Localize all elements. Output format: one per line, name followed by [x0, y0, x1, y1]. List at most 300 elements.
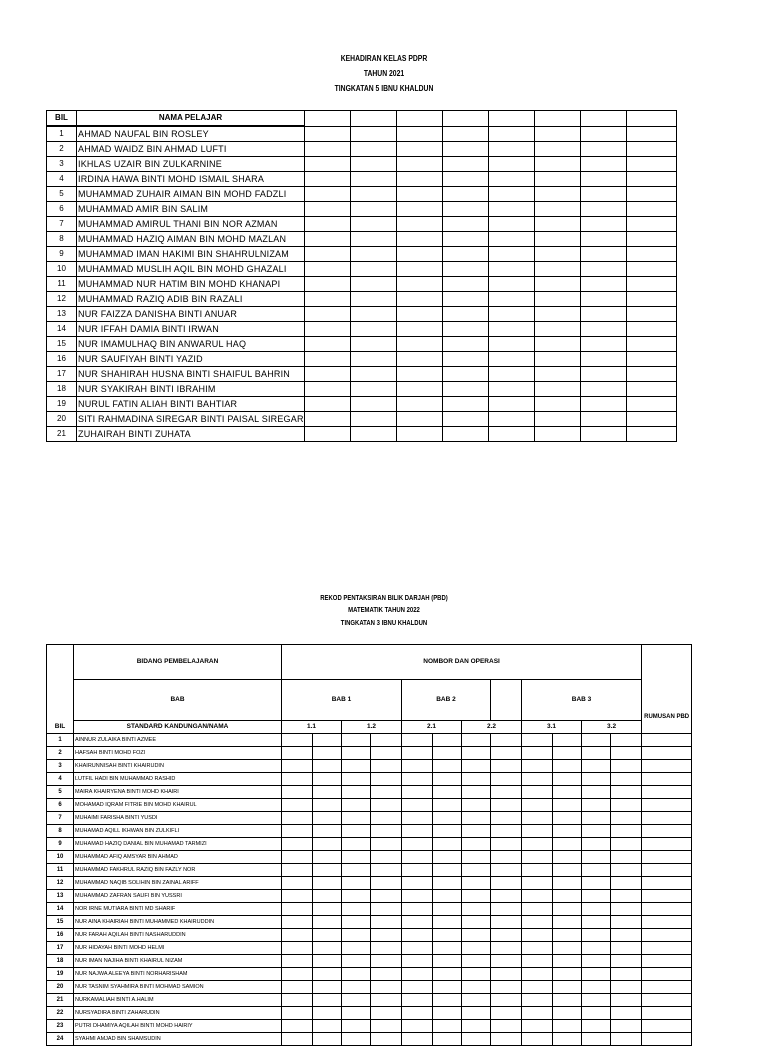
score-cell[interactable]	[371, 799, 402, 812]
score-cell[interactable]	[433, 916, 462, 929]
rumusan-cell[interactable]	[642, 968, 692, 981]
attendance-cell[interactable]	[443, 142, 489, 157]
attendance-cell[interactable]	[489, 157, 535, 172]
score-cell[interactable]	[342, 838, 371, 851]
attendance-cell[interactable]	[581, 187, 627, 202]
score-cell[interactable]	[491, 1020, 522, 1033]
score-cell[interactable]	[462, 942, 491, 955]
attendance-cell[interactable]	[397, 262, 443, 277]
date-cell[interactable]	[489, 111, 535, 127]
score-cell[interactable]	[491, 734, 522, 747]
rumusan-cell[interactable]	[642, 864, 692, 877]
score-cell[interactable]	[611, 773, 642, 786]
score-cell[interactable]	[553, 851, 582, 864]
score-cell[interactable]	[313, 981, 342, 994]
attendance-cell[interactable]	[443, 352, 489, 367]
attendance-cell[interactable]	[351, 172, 397, 187]
score-cell[interactable]	[402, 955, 433, 968]
score-cell[interactable]	[462, 864, 491, 877]
score-cell[interactable]	[313, 747, 342, 760]
attendance-cell[interactable]	[581, 157, 627, 172]
rumusan-cell[interactable]	[642, 760, 692, 773]
score-cell[interactable]	[553, 968, 582, 981]
attendance-cell[interactable]	[397, 232, 443, 247]
score-cell[interactable]	[342, 1020, 371, 1033]
score-cell[interactable]	[282, 799, 313, 812]
attendance-cell[interactable]	[581, 277, 627, 292]
score-cell[interactable]	[522, 747, 553, 760]
score-cell[interactable]	[402, 773, 433, 786]
score-cell[interactable]	[522, 890, 553, 903]
attendance-cell[interactable]	[443, 217, 489, 232]
score-cell[interactable]	[342, 942, 371, 955]
attendance-cell[interactable]	[443, 292, 489, 307]
attendance-cell[interactable]	[397, 307, 443, 322]
attendance-cell[interactable]	[305, 187, 351, 202]
date-cell[interactable]	[535, 111, 581, 127]
score-cell[interactable]	[402, 1007, 433, 1020]
score-cell[interactable]	[313, 890, 342, 903]
score-cell[interactable]	[553, 799, 582, 812]
rumusan-cell[interactable]	[642, 890, 692, 903]
score-cell[interactable]	[282, 1007, 313, 1020]
attendance-cell[interactable]	[627, 247, 677, 262]
attendance-cell[interactable]	[351, 217, 397, 232]
score-cell[interactable]	[371, 877, 402, 890]
score-cell[interactable]	[313, 877, 342, 890]
score-cell[interactable]	[402, 903, 433, 916]
score-cell[interactable]	[491, 1007, 522, 1020]
score-cell[interactable]	[553, 786, 582, 799]
score-cell[interactable]	[462, 786, 491, 799]
score-cell[interactable]	[553, 955, 582, 968]
attendance-cell[interactable]	[305, 217, 351, 232]
score-cell[interactable]	[553, 747, 582, 760]
attendance-cell[interactable]	[351, 382, 397, 397]
score-cell[interactable]	[433, 929, 462, 942]
score-cell[interactable]	[491, 773, 522, 786]
score-cell[interactable]	[282, 877, 313, 890]
score-cell[interactable]	[462, 877, 491, 890]
score-cell[interactable]	[491, 864, 522, 877]
score-cell[interactable]	[282, 734, 313, 747]
attendance-cell[interactable]	[305, 172, 351, 187]
attendance-cell[interactable]	[627, 142, 677, 157]
score-cell[interactable]	[491, 903, 522, 916]
attendance-cell[interactable]	[627, 157, 677, 172]
score-cell[interactable]	[371, 955, 402, 968]
score-cell[interactable]	[342, 981, 371, 994]
score-cell[interactable]	[371, 825, 402, 838]
score-cell[interactable]	[553, 1007, 582, 1020]
score-cell[interactable]	[402, 968, 433, 981]
attendance-cell[interactable]	[397, 157, 443, 172]
score-cell[interactable]	[342, 903, 371, 916]
score-cell[interactable]	[282, 747, 313, 760]
score-cell[interactable]	[313, 851, 342, 864]
score-cell[interactable]	[433, 812, 462, 825]
score-cell[interactable]	[371, 994, 402, 1007]
score-cell[interactable]	[371, 760, 402, 773]
attendance-cell[interactable]	[397, 292, 443, 307]
score-cell[interactable]	[462, 903, 491, 916]
score-cell[interactable]	[582, 916, 611, 929]
attendance-cell[interactable]	[489, 397, 535, 412]
score-cell[interactable]	[611, 760, 642, 773]
score-cell[interactable]	[553, 994, 582, 1007]
attendance-cell[interactable]	[305, 126, 351, 142]
score-cell[interactable]	[491, 812, 522, 825]
score-cell[interactable]	[522, 916, 553, 929]
score-cell[interactable]	[433, 760, 462, 773]
attendance-cell[interactable]	[443, 412, 489, 427]
score-cell[interactable]	[371, 812, 402, 825]
attendance-cell[interactable]	[489, 217, 535, 232]
score-cell[interactable]	[402, 877, 433, 890]
attendance-cell[interactable]	[627, 337, 677, 352]
attendance-cell[interactable]	[489, 126, 535, 142]
attendance-cell[interactable]	[351, 126, 397, 142]
attendance-cell[interactable]	[351, 427, 397, 442]
score-cell[interactable]	[553, 981, 582, 994]
attendance-cell[interactable]	[627, 277, 677, 292]
score-cell[interactable]	[342, 747, 371, 760]
attendance-cell[interactable]	[535, 412, 581, 427]
score-cell[interactable]	[402, 929, 433, 942]
attendance-cell[interactable]	[397, 202, 443, 217]
score-cell[interactable]	[491, 825, 522, 838]
attendance-cell[interactable]	[305, 367, 351, 382]
score-cell[interactable]	[611, 864, 642, 877]
attendance-cell[interactable]	[489, 172, 535, 187]
rumusan-cell[interactable]	[642, 994, 692, 1007]
attendance-cell[interactable]	[581, 337, 627, 352]
score-cell[interactable]	[522, 812, 553, 825]
attendance-cell[interactable]	[397, 187, 443, 202]
attendance-cell[interactable]	[489, 187, 535, 202]
score-cell[interactable]	[611, 838, 642, 851]
score-cell[interactable]	[402, 825, 433, 838]
score-cell[interactable]	[402, 760, 433, 773]
rumusan-cell[interactable]	[642, 851, 692, 864]
score-cell[interactable]	[582, 786, 611, 799]
date-cell[interactable]	[397, 111, 443, 127]
score-cell[interactable]	[313, 968, 342, 981]
attendance-cell[interactable]	[489, 382, 535, 397]
score-cell[interactable]	[611, 942, 642, 955]
score-cell[interactable]	[582, 877, 611, 890]
attendance-cell[interactable]	[581, 427, 627, 442]
rumusan-cell[interactable]	[642, 838, 692, 851]
score-cell[interactable]	[582, 838, 611, 851]
attendance-cell[interactable]	[305, 277, 351, 292]
score-cell[interactable]	[553, 734, 582, 747]
attendance-cell[interactable]	[443, 367, 489, 382]
score-cell[interactable]	[491, 916, 522, 929]
score-cell[interactable]	[611, 825, 642, 838]
rumusan-cell[interactable]	[642, 825, 692, 838]
score-cell[interactable]	[433, 942, 462, 955]
score-cell[interactable]	[582, 1020, 611, 1033]
attendance-cell[interactable]	[397, 126, 443, 142]
score-cell[interactable]	[553, 877, 582, 890]
attendance-cell[interactable]	[581, 247, 627, 262]
attendance-cell[interactable]	[489, 307, 535, 322]
rumusan-cell[interactable]	[642, 942, 692, 955]
score-cell[interactable]	[611, 1007, 642, 1020]
attendance-cell[interactable]	[535, 157, 581, 172]
score-cell[interactable]	[402, 799, 433, 812]
score-cell[interactable]	[522, 955, 553, 968]
score-cell[interactable]	[491, 838, 522, 851]
attendance-cell[interactable]	[535, 232, 581, 247]
score-cell[interactable]	[462, 851, 491, 864]
score-cell[interactable]	[433, 773, 462, 786]
attendance-cell[interactable]	[627, 412, 677, 427]
rumusan-cell[interactable]	[642, 1033, 692, 1046]
rumusan-cell[interactable]	[642, 981, 692, 994]
score-cell[interactable]	[342, 812, 371, 825]
score-cell[interactable]	[371, 747, 402, 760]
score-cell[interactable]	[282, 942, 313, 955]
score-cell[interactable]	[371, 773, 402, 786]
score-cell[interactable]	[313, 929, 342, 942]
score-cell[interactable]	[313, 799, 342, 812]
score-cell[interactable]	[611, 955, 642, 968]
score-cell[interactable]	[313, 1007, 342, 1020]
score-cell[interactable]	[522, 942, 553, 955]
score-cell[interactable]	[491, 929, 522, 942]
attendance-cell[interactable]	[489, 337, 535, 352]
attendance-cell[interactable]	[351, 412, 397, 427]
score-cell[interactable]	[522, 1033, 553, 1046]
attendance-cell[interactable]	[535, 202, 581, 217]
score-cell[interactable]	[611, 734, 642, 747]
score-cell[interactable]	[402, 1033, 433, 1046]
attendance-cell[interactable]	[581, 367, 627, 382]
score-cell[interactable]	[402, 1020, 433, 1033]
score-cell[interactable]	[342, 799, 371, 812]
attendance-cell[interactable]	[397, 277, 443, 292]
score-cell[interactable]	[582, 825, 611, 838]
score-cell[interactable]	[342, 760, 371, 773]
score-cell[interactable]	[522, 864, 553, 877]
score-cell[interactable]	[522, 903, 553, 916]
score-cell[interactable]	[553, 942, 582, 955]
attendance-cell[interactable]	[443, 247, 489, 262]
score-cell[interactable]	[582, 1033, 611, 1046]
attendance-cell[interactable]	[351, 322, 397, 337]
date-cell[interactable]	[443, 111, 489, 127]
score-cell[interactable]	[491, 747, 522, 760]
score-cell[interactable]	[491, 877, 522, 890]
rumusan-cell[interactable]	[642, 955, 692, 968]
score-cell[interactable]	[433, 838, 462, 851]
score-cell[interactable]	[402, 838, 433, 851]
score-cell[interactable]	[491, 786, 522, 799]
attendance-cell[interactable]	[397, 217, 443, 232]
attendance-cell[interactable]	[535, 277, 581, 292]
score-cell[interactable]	[282, 968, 313, 981]
score-cell[interactable]	[582, 903, 611, 916]
attendance-cell[interactable]	[305, 232, 351, 247]
attendance-cell[interactable]	[351, 187, 397, 202]
attendance-cell[interactable]	[397, 382, 443, 397]
attendance-cell[interactable]	[627, 352, 677, 367]
score-cell[interactable]	[371, 864, 402, 877]
score-cell[interactable]	[313, 864, 342, 877]
score-cell[interactable]	[313, 955, 342, 968]
score-cell[interactable]	[433, 864, 462, 877]
score-cell[interactable]	[342, 994, 371, 1007]
score-cell[interactable]	[491, 1033, 522, 1046]
attendance-cell[interactable]	[351, 352, 397, 367]
attendance-cell[interactable]	[581, 397, 627, 412]
score-cell[interactable]	[553, 1020, 582, 1033]
score-cell[interactable]	[611, 916, 642, 929]
score-cell[interactable]	[433, 1033, 462, 1046]
attendance-cell[interactable]	[535, 126, 581, 142]
score-cell[interactable]	[582, 864, 611, 877]
score-cell[interactable]	[282, 955, 313, 968]
score-cell[interactable]	[371, 1007, 402, 1020]
score-cell[interactable]	[371, 838, 402, 851]
attendance-cell[interactable]	[351, 277, 397, 292]
attendance-cell[interactable]	[489, 292, 535, 307]
score-cell[interactable]	[462, 838, 491, 851]
score-cell[interactable]	[433, 734, 462, 747]
attendance-cell[interactable]	[627, 126, 677, 142]
attendance-cell[interactable]	[489, 247, 535, 262]
score-cell[interactable]	[553, 903, 582, 916]
score-cell[interactable]	[342, 877, 371, 890]
score-cell[interactable]	[522, 851, 553, 864]
rumusan-cell[interactable]	[642, 929, 692, 942]
score-cell[interactable]	[433, 981, 462, 994]
score-cell[interactable]	[611, 1020, 642, 1033]
attendance-cell[interactable]	[305, 322, 351, 337]
score-cell[interactable]	[553, 916, 582, 929]
score-cell[interactable]	[462, 890, 491, 903]
score-cell[interactable]	[522, 877, 553, 890]
score-cell[interactable]	[582, 851, 611, 864]
score-cell[interactable]	[462, 1033, 491, 1046]
score-cell[interactable]	[462, 994, 491, 1007]
score-cell[interactable]	[371, 1033, 402, 1046]
score-cell[interactable]	[402, 981, 433, 994]
attendance-cell[interactable]	[627, 172, 677, 187]
attendance-cell[interactable]	[581, 262, 627, 277]
attendance-cell[interactable]	[397, 397, 443, 412]
attendance-cell[interactable]	[535, 322, 581, 337]
score-cell[interactable]	[433, 955, 462, 968]
score-cell[interactable]	[582, 812, 611, 825]
score-cell[interactable]	[342, 734, 371, 747]
score-cell[interactable]	[371, 903, 402, 916]
attendance-cell[interactable]	[627, 217, 677, 232]
score-cell[interactable]	[313, 760, 342, 773]
attendance-cell[interactable]	[581, 292, 627, 307]
attendance-cell[interactable]	[489, 142, 535, 157]
score-cell[interactable]	[582, 929, 611, 942]
attendance-cell[interactable]	[397, 322, 443, 337]
attendance-cell[interactable]	[443, 187, 489, 202]
score-cell[interactable]	[462, 734, 491, 747]
score-cell[interactable]	[462, 760, 491, 773]
score-cell[interactable]	[462, 968, 491, 981]
score-cell[interactable]	[313, 812, 342, 825]
score-cell[interactable]	[342, 786, 371, 799]
score-cell[interactable]	[462, 825, 491, 838]
score-cell[interactable]	[491, 799, 522, 812]
score-cell[interactable]	[282, 825, 313, 838]
attendance-cell[interactable]	[351, 232, 397, 247]
attendance-cell[interactable]	[443, 382, 489, 397]
attendance-cell[interactable]	[397, 352, 443, 367]
attendance-cell[interactable]	[351, 307, 397, 322]
score-cell[interactable]	[282, 760, 313, 773]
attendance-cell[interactable]	[443, 397, 489, 412]
attendance-cell[interactable]	[489, 262, 535, 277]
score-cell[interactable]	[313, 1020, 342, 1033]
rumusan-cell[interactable]	[642, 916, 692, 929]
score-cell[interactable]	[611, 851, 642, 864]
score-cell[interactable]	[282, 916, 313, 929]
score-cell[interactable]	[313, 773, 342, 786]
score-cell[interactable]	[611, 786, 642, 799]
score-cell[interactable]	[582, 955, 611, 968]
attendance-cell[interactable]	[305, 307, 351, 322]
attendance-cell[interactable]	[305, 337, 351, 352]
score-cell[interactable]	[582, 799, 611, 812]
attendance-cell[interactable]	[627, 307, 677, 322]
attendance-cell[interactable]	[443, 322, 489, 337]
attendance-cell[interactable]	[351, 367, 397, 382]
score-cell[interactable]	[522, 968, 553, 981]
attendance-cell[interactable]	[627, 262, 677, 277]
score-cell[interactable]	[491, 760, 522, 773]
score-cell[interactable]	[371, 968, 402, 981]
score-cell[interactable]	[611, 903, 642, 916]
score-cell[interactable]	[313, 994, 342, 1007]
score-cell[interactable]	[522, 929, 553, 942]
score-cell[interactable]	[553, 929, 582, 942]
score-cell[interactable]	[611, 968, 642, 981]
score-cell[interactable]	[371, 890, 402, 903]
attendance-cell[interactable]	[489, 202, 535, 217]
score-cell[interactable]	[611, 1033, 642, 1046]
attendance-cell[interactable]	[489, 427, 535, 442]
attendance-cell[interactable]	[581, 352, 627, 367]
attendance-cell[interactable]	[305, 202, 351, 217]
score-cell[interactable]	[582, 968, 611, 981]
attendance-cell[interactable]	[581, 202, 627, 217]
rumusan-cell[interactable]	[642, 1020, 692, 1033]
score-cell[interactable]	[282, 1033, 313, 1046]
attendance-cell[interactable]	[397, 337, 443, 352]
score-cell[interactable]	[553, 1033, 582, 1046]
score-cell[interactable]	[522, 799, 553, 812]
attendance-cell[interactable]	[535, 337, 581, 352]
attendance-cell[interactable]	[489, 322, 535, 337]
attendance-cell[interactable]	[535, 217, 581, 232]
score-cell[interactable]	[582, 994, 611, 1007]
score-cell[interactable]	[462, 1007, 491, 1020]
score-cell[interactable]	[282, 903, 313, 916]
score-cell[interactable]	[282, 994, 313, 1007]
score-cell[interactable]	[522, 825, 553, 838]
score-cell[interactable]	[371, 942, 402, 955]
